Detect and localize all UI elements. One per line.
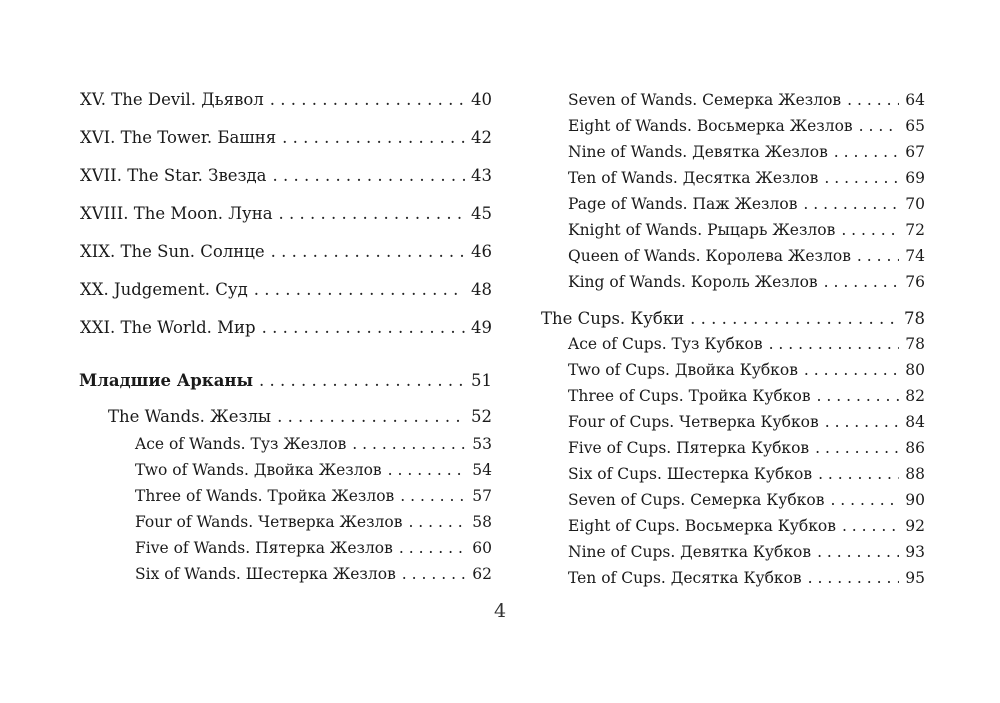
entry-title: Seven of Wands. Семерка Жезлов (568, 91, 842, 109)
toc-entry-seven-of-wands (541, 90, 925, 110)
entry-page: 95 (905, 569, 925, 587)
entry-title: Ace of Wands. Туз Жезлов (135, 435, 347, 453)
toc-entry-ace-of-wands (80, 434, 492, 454)
dot-leader (277, 407, 465, 427)
entry-page: 78 (905, 335, 925, 353)
dot-leader (402, 564, 466, 584)
entry-title: XX. Judgement. Суд (80, 280, 248, 299)
entry-title: XV. The Devil. Дьявол (80, 90, 264, 109)
toc-entry-moon (80, 204, 492, 224)
toc-entry-knight-of-wands (541, 220, 925, 240)
entry-page: 53 (472, 435, 492, 453)
entry-title: The Wands. Жезлы (108, 407, 272, 426)
toc-entry-judgement (80, 280, 492, 300)
dot-leader (818, 464, 899, 484)
dot-leader (400, 486, 466, 506)
dot-leader (769, 334, 899, 354)
entry-page: 67 (905, 143, 925, 161)
entry-title: Seven of Cups. Семерка Кубков (568, 491, 825, 509)
entry-page: 43 (471, 166, 492, 185)
toc-entry-ten-of-cups (541, 568, 925, 588)
entry-page: 84 (905, 413, 925, 431)
dot-leader (254, 280, 465, 300)
dot-leader (803, 194, 899, 214)
dot-leader (271, 242, 465, 262)
dot-leader (282, 128, 465, 148)
toc-entry-ace-of-cups (541, 334, 925, 354)
entry-title: Eight of Cups. Восьмерка Кубков (568, 517, 836, 535)
page-number: 4 (493, 600, 507, 622)
entry-page: 72 (905, 221, 925, 239)
toc-entry-four-of-cups (541, 412, 925, 432)
dot-leader (808, 568, 899, 588)
entry-title: Ten of Wands. Десятка Жезлов (568, 169, 819, 187)
dot-leader (830, 490, 899, 510)
toc-entry-ten-of-wands (541, 168, 925, 188)
entry-title: Two of Wands. Двойка Жезлов (135, 461, 382, 479)
entry-page: 45 (471, 204, 492, 223)
toc-entry-star (80, 166, 492, 186)
entry-title: Five of Cups. Пятерка Кубков (568, 439, 810, 457)
entry-title: Eight of Wands. Восьмерка Жезлов (568, 117, 853, 135)
dot-leader (847, 90, 899, 110)
entry-title: Four of Cups. Четверка Кубков (568, 413, 819, 431)
toc-entry-page-of-wands (541, 194, 925, 214)
entry-page: 48 (471, 280, 492, 299)
entry-page: 88 (905, 465, 925, 483)
toc-entry-nine-of-cups (541, 542, 925, 562)
entry-page: 46 (471, 242, 492, 261)
toc-entry-five-of-cups (541, 438, 925, 458)
dot-leader (399, 538, 466, 558)
dot-leader (408, 512, 466, 532)
dot-leader (690, 309, 898, 329)
toc-entry-two-of-cups (541, 360, 925, 380)
entry-page: 57 (472, 487, 492, 505)
entry-page: 40 (471, 90, 492, 109)
entry-page: 76 (905, 273, 925, 291)
dot-leader (804, 360, 899, 380)
entry-page: 92 (905, 517, 925, 535)
entry-page: 64 (905, 91, 925, 109)
entry-title: Three of Cups. Тройка Кубков (568, 387, 811, 405)
entry-page: 80 (905, 361, 925, 379)
toc-entry-queen-of-wands (541, 246, 925, 266)
entry-page: 70 (905, 195, 925, 213)
entry-page: 86 (905, 439, 925, 457)
entry-page: 62 (472, 565, 492, 583)
toc-entry-seven-of-cups (541, 490, 925, 510)
entry-title: Six of Cups. Шестерка Кубков (568, 465, 813, 483)
toc-subsection-cups (541, 309, 925, 329)
toc-entry-king-of-wands (541, 272, 925, 292)
entry-title: Nine of Cups. Девятка Кубков (568, 543, 812, 561)
entry-page: 42 (471, 128, 492, 147)
entry-page: 49 (471, 318, 492, 337)
entry-title: Five of Wands. Пятерка Жезлов (135, 539, 393, 557)
entry-title: King of Wands. Король Жезлов (568, 273, 818, 291)
entry-title: Six of Wands. Шестерка Жезлов (135, 565, 396, 583)
toc-entry-three-of-wands (80, 486, 492, 506)
entry-title: Two of Cups. Двойка Кубков (568, 361, 798, 379)
dot-leader (270, 90, 465, 110)
entry-page: 74 (905, 247, 925, 265)
entry-title: XXI. The World. Мир (80, 318, 256, 337)
entry-page: 69 (905, 169, 925, 187)
entry-title: XVII. The Star. Звезда (80, 166, 267, 185)
dot-leader (824, 272, 899, 292)
entry-page: 90 (905, 491, 925, 509)
entry-page: 93 (905, 543, 925, 561)
entry-page: 60 (472, 539, 492, 557)
dot-leader (841, 220, 899, 240)
toc-entry-six-of-cups (541, 464, 925, 484)
dot-leader (279, 204, 465, 224)
toc-entry-sun (80, 242, 492, 262)
dot-leader (352, 434, 466, 454)
toc-subsection-wands (80, 407, 492, 427)
section-title: Младшие Арканы (79, 371, 253, 390)
dot-leader (834, 142, 899, 162)
toc-entry-three-of-cups (541, 386, 925, 406)
entry-page: 82 (905, 387, 925, 405)
entry-title: XVI. The Tower. Башня (80, 128, 277, 147)
toc-entry-world (80, 318, 492, 338)
entry-page: 65 (905, 117, 925, 135)
entry-title: Knight of Wands. Рыцарь Жезлов (568, 221, 836, 239)
entry-title: XIX. The Sun. Солнце (80, 242, 265, 261)
entry-title: XVIII. The Moon. Луна (80, 204, 273, 223)
dot-leader (817, 386, 899, 406)
dot-leader (815, 438, 899, 458)
toc-section-minor-arcana (79, 371, 492, 391)
dot-leader (262, 318, 465, 338)
toc-entry-four-of-wands (80, 512, 492, 532)
entry-title: Four of Wands. Четверка Жезлов (135, 513, 403, 531)
entry-page: 54 (472, 461, 492, 479)
entry-page: 52 (471, 407, 492, 426)
dot-leader (259, 371, 465, 391)
toc-entry-two-of-wands (80, 460, 492, 480)
entry-page: 51 (471, 371, 492, 390)
toc-entry-six-of-wands (80, 564, 492, 584)
toc-entry-eight-of-wands (541, 116, 925, 136)
toc-entry-nine-of-wands (541, 142, 925, 162)
toc-entry-tower (80, 128, 492, 148)
dot-leader (817, 542, 899, 562)
toc-entry-eight-of-cups (541, 516, 925, 536)
entry-page: 78 (904, 309, 925, 328)
entry-title: The Cups. Кубки (541, 309, 685, 328)
dot-leader (859, 116, 899, 136)
dot-leader (825, 412, 899, 432)
dot-leader (824, 168, 899, 188)
entry-title: Three of Wands. Тройка Жезлов (135, 487, 395, 505)
toc-entry-five-of-wands (80, 538, 492, 558)
dot-leader (842, 516, 899, 536)
entry-title: Nine of Wands. Девятка Жезлов (568, 143, 828, 161)
entry-title: Ace of Cups. Туз Кубков (568, 335, 763, 353)
dot-leader (273, 166, 466, 186)
dot-leader (857, 246, 899, 266)
entry-title: Page of Wands. Паж Жезлов (568, 195, 798, 213)
entry-page: 58 (472, 513, 492, 531)
dot-leader (388, 460, 466, 480)
entry-title: Ten of Cups. Десятка Кубков (568, 569, 802, 587)
toc-entry-devil (80, 90, 492, 110)
entry-title: Queen of Wands. Королева Жезлов (568, 247, 851, 265)
